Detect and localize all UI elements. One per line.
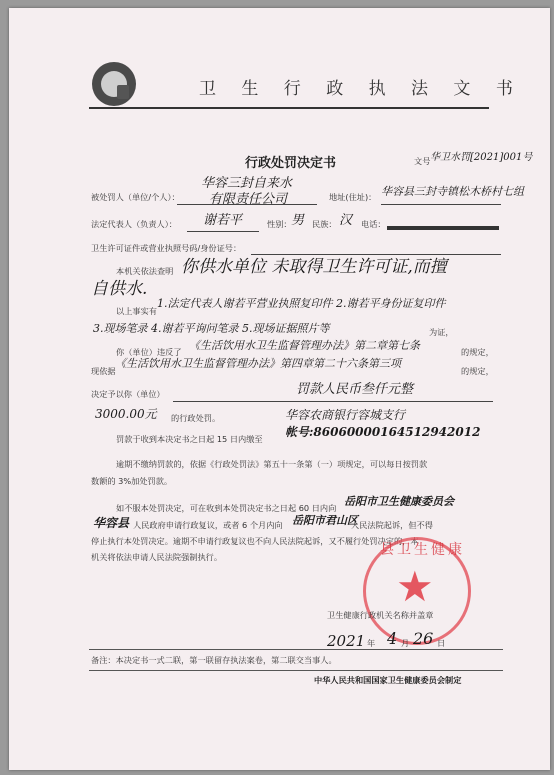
appeal-text-line4: 机关将依法申请人民法院强制执行。 bbox=[91, 552, 223, 562]
violation-suffix: 的规定， bbox=[461, 347, 494, 357]
bank-value: 华容农商银行容城支行 bbox=[285, 408, 406, 422]
decision-value-line1: 罚款人民币叁仟元整 bbox=[296, 382, 414, 397]
violation-value: 《生活饮用水卫生监督管理办法》第二章第七条 bbox=[189, 339, 420, 352]
ethnic-value: 汉 bbox=[339, 213, 353, 228]
signature-label: 卫生健康行政机关名称并盖章 bbox=[327, 610, 434, 620]
date-month: 4 bbox=[387, 629, 398, 648]
header-rule bbox=[89, 107, 489, 109]
basis-value: 《生活饮用水卫生监督管理办法》第四章第二十六条第三项 bbox=[115, 357, 401, 370]
representative-label: 法定代表人（负责人）： bbox=[91, 219, 177, 229]
party-value-line2: 有限责任公司 bbox=[209, 192, 288, 207]
representative-underline bbox=[187, 231, 259, 232]
overdue-text-line2: 数额的 3%加处罚款。 bbox=[91, 476, 173, 486]
gender-value: 男 bbox=[291, 213, 305, 228]
account-value: 帐号:86060000164512942012 bbox=[285, 425, 481, 439]
findings-label: 本机关依法查明 bbox=[116, 266, 174, 276]
decision-prefix: 决定予以你（单位） bbox=[91, 389, 165, 399]
phone-label: 电话： bbox=[361, 219, 386, 229]
decision-value-line2: 3000.00元 bbox=[95, 407, 157, 421]
seal-star-icon: ★ bbox=[396, 562, 434, 611]
party-underline bbox=[177, 204, 317, 205]
violation-prefix: 你（单位）违反了 bbox=[116, 347, 182, 357]
remarks-note: 备注：本决定书一式二联，第一联留存执法案卷，第二联交当事人。 bbox=[91, 655, 337, 665]
findings-value-line1: 你供水单位 未取得卫生许可证,而擅 bbox=[181, 257, 447, 277]
decision-underline bbox=[173, 401, 493, 402]
appeal-prefix: 如不服本处罚决定，可在收到本处罚决定书之日起 60 日内向 bbox=[116, 503, 337, 513]
party-label: 被处罚人（单位/个人）： bbox=[91, 192, 180, 202]
evidence-value-line2: 3.现场笔录 4.谢若平询问笔录 5.现场证据照片等 bbox=[93, 322, 330, 335]
representative-value: 谢若平 bbox=[203, 213, 243, 228]
note-bottom-rule bbox=[89, 670, 503, 671]
date-month-unit: 月 bbox=[401, 638, 410, 648]
date-day: 26 bbox=[413, 629, 434, 648]
payment-prefix: 罚款于收到本决定书之日起 15 日内缴至 bbox=[116, 434, 263, 444]
evidence-label: 以上事实有 bbox=[116, 306, 157, 316]
issuer-footer: 中华人民共和国国家卫生健康委员会制定 bbox=[314, 675, 462, 685]
party-value-line1: 华容三封自来水 bbox=[201, 176, 293, 191]
appeal-government-line2: 华容县 bbox=[93, 516, 130, 530]
document-heading: 行政处罚决定书 bbox=[245, 156, 337, 171]
decision-suffix: 的行政处罚。 bbox=[171, 413, 221, 423]
appeal-court-value: 岳阳市君山区 bbox=[292, 514, 358, 527]
doc-number-label: 文号 bbox=[414, 156, 431, 166]
date-year-unit: 年 bbox=[367, 638, 376, 648]
overdue-text-line1: 逾期不缴纳罚款的，依据《行政处罚法》第五十一条第（一）项规定，可以每日按罚款 bbox=[116, 459, 428, 469]
evidence-value-line1: 1.法定代表人谢若平营业执照复印件 2.谢若平身份证复印件 bbox=[157, 297, 446, 310]
document-header-title: 卫 生 行 政 执 法 文 书 bbox=[199, 79, 523, 99]
appeal-text-line3: 停止执行本处罚决定。逾期不申请行政复议也不向人民法院起诉，又不履行处罚决定的，本 bbox=[91, 536, 419, 546]
basis-prefix: 现依据 bbox=[91, 366, 116, 376]
license-label: 卫生许可证件或营业执照号码/身份证号： bbox=[91, 243, 242, 253]
seal-text: 县卫生健康 bbox=[380, 542, 465, 558]
address-value: 华容县三封寺镇松木桥村七组 bbox=[381, 185, 524, 198]
document-page bbox=[9, 8, 550, 770]
note-top-rule bbox=[89, 649, 503, 650]
health-commission-emblem bbox=[92, 62, 136, 106]
date-year: 2021 bbox=[327, 632, 366, 650]
date-day-unit: 日 bbox=[437, 638, 446, 648]
evidence-suffix: 为证， bbox=[429, 327, 454, 337]
findings-value-line2: 自供水. bbox=[91, 279, 148, 299]
gender-label: 性别： bbox=[267, 219, 292, 229]
address-underline bbox=[381, 204, 501, 205]
appeal-text-line1: 人民政府申请行政复议，或者 6 个月内向 bbox=[133, 520, 283, 530]
phone-redacted bbox=[387, 226, 499, 230]
appeal-government-line1: 岳阳市卫生健康委员会 bbox=[344, 495, 454, 508]
basis-suffix: 的规定， bbox=[461, 366, 494, 376]
ethnic-label: 民族： bbox=[312, 219, 337, 229]
appeal-text-line2: 人民法院起诉，但不得 bbox=[351, 520, 433, 530]
address-label: 地址(住址)： bbox=[329, 192, 377, 202]
doc-number-value: 华卫水罚[2021]001号 bbox=[430, 152, 533, 163]
